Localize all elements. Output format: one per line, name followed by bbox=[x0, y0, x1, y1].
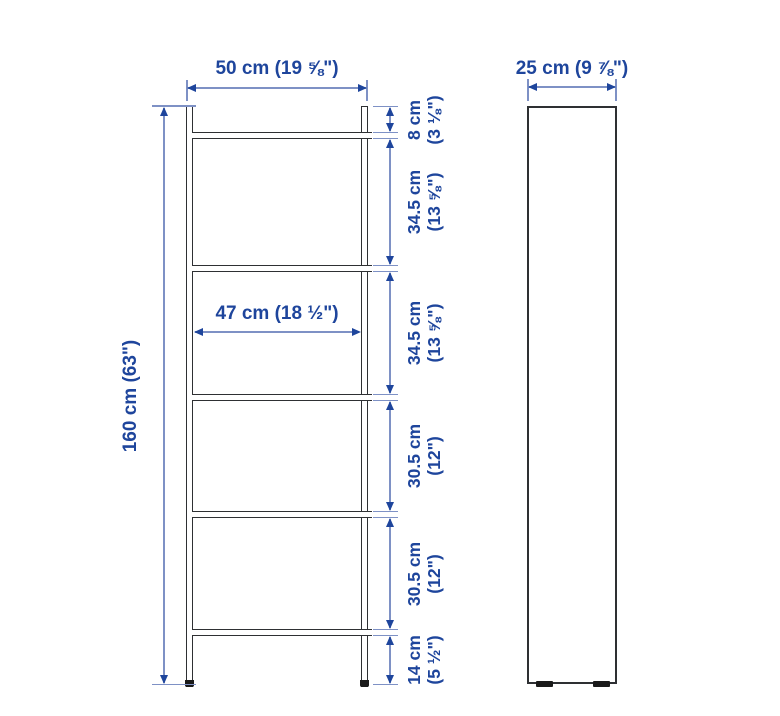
side-depth-line bbox=[529, 86, 615, 88]
arrow-up-icon bbox=[386, 518, 394, 527]
front-width-line bbox=[188, 87, 366, 89]
shelf-board-5 bbox=[192, 629, 372, 636]
segment-2-label-cm: 34.5 cm bbox=[404, 169, 424, 235]
segment-3-label bbox=[404, 273, 444, 393]
shelf-board-1 bbox=[192, 132, 372, 139]
segment-1-label-inch: (3 ⅛") bbox=[424, 95, 444, 145]
arrow-down-icon bbox=[386, 675, 394, 684]
segment-4-line bbox=[389, 402, 391, 510]
shelf-board-2 bbox=[192, 265, 372, 272]
front-height-label: 160 cm (63") bbox=[120, 339, 141, 453]
arrow-up-icon bbox=[386, 401, 394, 410]
segment-2-line bbox=[389, 140, 391, 264]
arrow-up-icon bbox=[386, 636, 394, 645]
extension-line bbox=[615, 79, 616, 101]
arrow-up-icon bbox=[386, 272, 394, 281]
segment-2-label bbox=[404, 142, 444, 262]
extension-line bbox=[152, 105, 196, 106]
segment-5-label-inch: (12") bbox=[424, 554, 444, 594]
arrow-down-icon bbox=[386, 620, 394, 629]
arrow-right-icon bbox=[352, 328, 361, 336]
front-height-line bbox=[163, 108, 165, 683]
extension-line bbox=[152, 684, 196, 685]
front-width-label: 50 cm (19 ⅝") bbox=[215, 58, 339, 79]
shelf-board-4 bbox=[192, 511, 372, 518]
inner-width-label: 47 cm (18 ½") bbox=[215, 303, 339, 324]
arrow-left-icon bbox=[194, 328, 203, 336]
arrow-right-icon bbox=[358, 84, 367, 92]
segment-6-label bbox=[404, 600, 444, 716]
arrow-down-icon bbox=[160, 675, 168, 684]
arrow-up-icon bbox=[386, 139, 394, 148]
segment-2-label-inch: (13 ⅝") bbox=[424, 172, 444, 232]
segment-3-line bbox=[389, 273, 391, 393]
segment-3-label-cm: 34.5 cm bbox=[404, 300, 424, 366]
segment-6-label-cm: 14 cm bbox=[404, 635, 424, 685]
arrow-left-icon bbox=[528, 83, 537, 91]
segment-3-label-inch: (13 ⅝") bbox=[424, 303, 444, 363]
segment-1-label-cm: 8 cm bbox=[404, 100, 424, 140]
shelf-board-3 bbox=[192, 394, 372, 401]
arrow-up-icon bbox=[160, 107, 168, 116]
side-right-foot bbox=[593, 681, 610, 687]
side-panel bbox=[527, 106, 617, 684]
segment-4-label bbox=[404, 396, 444, 516]
arrow-down-icon bbox=[386, 256, 394, 265]
segment-5-line bbox=[389, 519, 391, 628]
segment-4-label-inch: (12") bbox=[424, 436, 444, 476]
arrow-down-icon bbox=[386, 123, 394, 132]
arrow-up-icon bbox=[386, 107, 394, 116]
arrow-left-icon bbox=[187, 84, 196, 92]
side-left-foot bbox=[536, 681, 553, 687]
arrow-down-icon bbox=[386, 502, 394, 511]
side-depth-label: 25 cm (9 ⅞") bbox=[515, 58, 629, 79]
arrow-right-icon bbox=[607, 83, 616, 91]
segment-4-label-cm: 30.5 cm bbox=[404, 423, 424, 489]
segment-5-label-cm: 30.5 cm bbox=[404, 541, 424, 607]
front-right-foot bbox=[360, 680, 369, 687]
segment-6-label-inch: (5 ½") bbox=[424, 635, 444, 685]
inner-width-line bbox=[195, 331, 359, 333]
arrow-down-icon bbox=[386, 385, 394, 394]
